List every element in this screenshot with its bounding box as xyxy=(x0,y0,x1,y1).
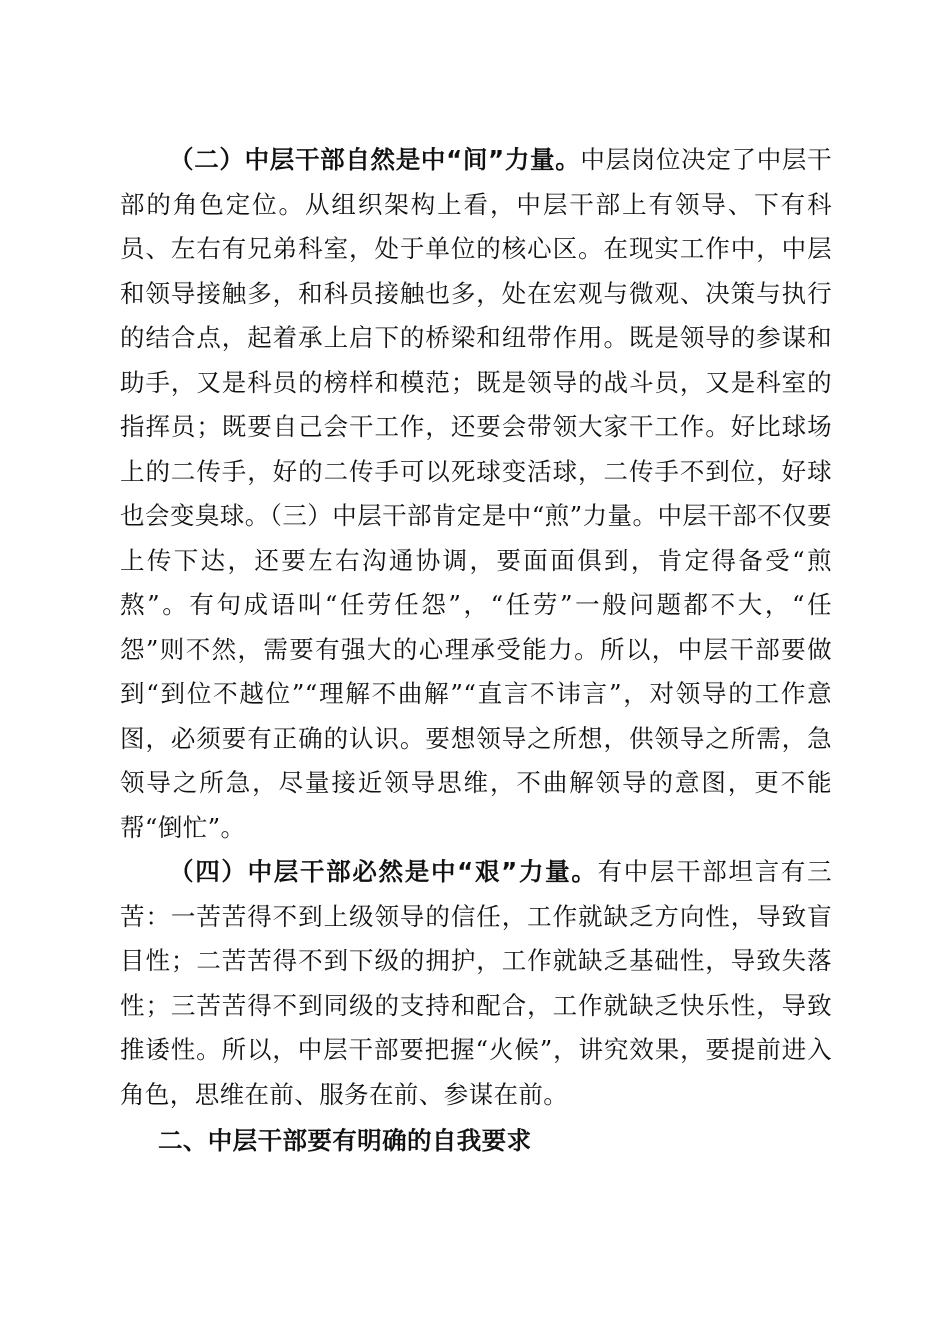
paragraph-lead: （二）中层干部自然是中“间”力量。 xyxy=(169,145,581,174)
paragraph-lead: （四）中层干部必然是中“艰”力量。 xyxy=(169,857,598,886)
paragraph-text: 有中层干部坦言有三苦：一苦苦得不到上级领导的信任，工作就缺乏方向性，导致盲目性；二苦苦得不到下级的拥护，工作就缺乏基础性，导致失落性；三苦苦得不到同级的支持和配合，工作就缺乏快乐性，导致推诿性。所以，中层干部要把握“火候”，讲究效果，要提前进入角色，思维在前、服务在前、参谋在前。 xyxy=(120,857,832,1109)
paragraph-section-4 xyxy=(120,850,832,1117)
section-heading: 二、中层干部要有明确的自我要求 xyxy=(157,1126,532,1155)
paragraph-text: 中层岗位决定了中层干部的角色定位。从组织架构上看，中层干部上有领导、下有科员、左右有兄弟科室，处于单位的核心区。在现实工作中，中层和领导接触多，和科员接触也多，处在宏观与微观、决策与执行的结合点，起着承上启下的桥梁和纽带作用。既是领导的参谋和助手，又是科员的榜样和模范；既是领导的战斗员，又是科室的指挥员；既要自己会干工作，还要会带领大家干工作。好比球场上的二传手，好的二传手可以死球变活球，二传手不到位，好球也会变臭球。（三）中层干部肯定是中“煎”力量。中层干部不仅要上传下达，还要左右沟通协调，要面面俱到，肯定得备受“煎熬”。有句成语叫“任劳任怨”，“任劳”一般问题都不大，“任怨”则不然，需要有强大的心理承受能力。所以，中层干部要做到“到位不越位”“理解不曲解”“直言不讳言”，对领导的工作意图，必须要有正确的认识。要想领导之所想，供领导之所需，急领导之所急，尽量接近领导思维，不曲解领导的意图，更不能帮“倒忙”。 xyxy=(120,145,832,842)
document-body xyxy=(120,138,832,1164)
paragraph-section-2-3 xyxy=(120,138,832,850)
